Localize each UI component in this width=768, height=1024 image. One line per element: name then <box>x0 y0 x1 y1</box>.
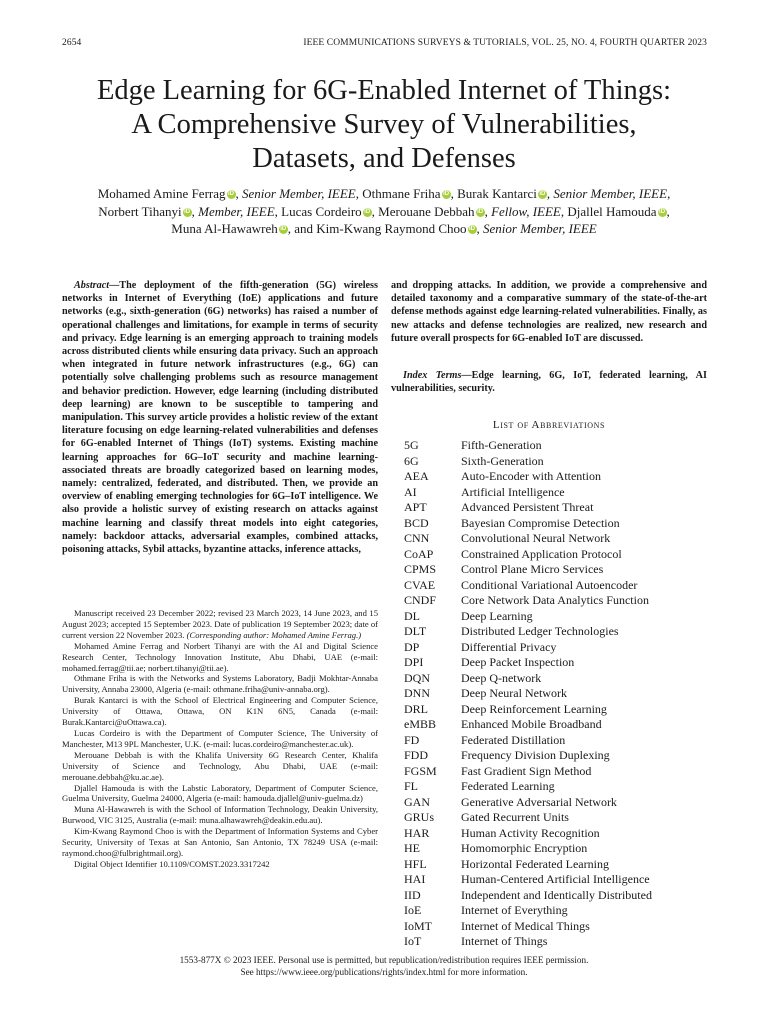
abbreviation-meaning: Auto-Encoder with Attention <box>461 469 601 483</box>
abbreviation-code: DL <box>404 608 420 623</box>
abbreviation-code: HFL <box>404 856 427 871</box>
abbreviation-meaning: Independent and Identically Distributed <box>461 887 652 902</box>
abbreviation-row <box>404 702 652 718</box>
abbreviation-meaning: Bayesian Compromise Detection <box>461 515 620 530</box>
orcid-icon[interactable]: iD <box>280 226 287 232</box>
abbreviation-code: IoT <box>404 934 422 948</box>
abbreviation-code: FL <box>404 779 419 793</box>
abbreviation-meaning: Internet of Things <box>461 934 548 948</box>
abbreviation-meaning: Gated Recurrent Units <box>461 810 569 824</box>
abbreviation-code: GRUs <box>404 810 435 824</box>
abbreviation-meaning: Differential Privacy <box>461 639 557 654</box>
abbreviation-meaning: Generative Adversarial Network <box>461 794 617 809</box>
abbreviation-meaning: Control Plane Micro Services <box>461 562 604 576</box>
abbreviation-code: FDD <box>404 748 429 762</box>
abbreviation-code: BCD <box>404 515 429 530</box>
abbreviation-row <box>404 578 652 594</box>
abbreviation-code: CPMS <box>404 562 437 576</box>
abbreviation-row <box>404 795 652 811</box>
copyright-line: 1553-877X © 2023 IEEE. Personal use is permitted, but republication/redistribution requires IEEE permission. <box>179 955 589 965</box>
abbreviation-row <box>404 764 652 780</box>
abbreviation-row <box>404 500 652 516</box>
index-terms-text: —Edge learning, 6G, IoT, federated learning, AI vulnerabilities, security. <box>391 370 707 395</box>
abbreviation-code: AEA <box>404 469 429 483</box>
affiliation <box>62 695 378 728</box>
abbreviation-meaning: Advanced Persistent Threat <box>461 500 594 514</box>
abbreviation-meaning: Deep Q-network <box>461 670 542 685</box>
abbreviation-row <box>404 841 652 857</box>
affiliation <box>62 673 378 695</box>
abbreviation-meaning: Federated Learning <box>461 779 555 793</box>
author-list: Mohamed Amine Ferrag iD , Senior Member, IEEE, Othmane Friha iD , Burak Kantarci iD , Senior Member, IEEE, Norbert Tihanyi iD , Member, IEEE, Lucas Cordeiro iD , Merouane Debbah iD , Fellow, IEEE, Djallel Hamouda iD , Muna Al-Hawawreh iD , and Kim-Kwang Raymond Choo iD , Senior Member, IEEE <box>97 186 671 236</box>
title-line-2: A Comprehensive Survey of Vulnerabilities, <box>131 109 637 140</box>
author-name: Mohamed Amine Ferrag <box>97 186 226 201</box>
abbreviation-row <box>404 934 652 950</box>
orcid-icon[interactable]: iD <box>539 191 546 197</box>
abbreviation-row <box>404 779 652 795</box>
author-role: Fellow, IEEE <box>491 203 561 219</box>
author-name: Burak Kantarci <box>457 186 537 201</box>
abbreviation-code: APT <box>404 500 427 514</box>
abbreviation-code: DRL <box>404 701 428 716</box>
author-role: Senior Member, IEEE <box>553 186 668 201</box>
abbreviation-row <box>404 562 652 578</box>
abbreviation-row <box>404 826 652 842</box>
abbreviation-meaning: Deep Learning <box>461 608 533 623</box>
abbreviation-code: 6G <box>404 453 419 468</box>
abbreviation-row <box>404 531 652 547</box>
abbreviation-meaning: Federated Distillation <box>461 732 566 747</box>
author-name: Lucas Cordeiro <box>281 203 362 219</box>
index-terms-label: Index Terms <box>403 370 462 381</box>
abbreviation-code: IoE <box>404 903 422 917</box>
abbreviation-code: DNN <box>404 686 430 700</box>
abbreviation-code: DQN <box>404 670 430 685</box>
abbreviation-code: 5G <box>404 438 419 452</box>
abbreviation-row <box>404 748 652 764</box>
abbreviation-code: FGSM <box>404 763 437 778</box>
abbreviation-code: DLT <box>404 624 427 638</box>
abbreviation-meaning: Fifth-Generation <box>461 438 542 452</box>
abstract <box>62 279 378 556</box>
abbreviation-row <box>404 609 652 625</box>
affiliation <box>62 783 378 805</box>
author-name: Djallel Hamouda <box>567 203 657 219</box>
abbreviation-code: AI <box>404 484 417 499</box>
abbreviation-row <box>404 438 652 454</box>
abbreviation-meaning: Horizontal Federated Learning <box>461 856 609 871</box>
title-line-3: Datasets, and Defenses <box>252 143 516 174</box>
page-number: 2654 <box>62 38 82 48</box>
abbreviation-meaning: Fast Gradient Sign Method <box>461 763 592 778</box>
author-name: Norbert Tihanyi <box>98 203 182 219</box>
author-name: Muna Al-Hawawreh <box>171 221 278 236</box>
abstract-label: Abstract <box>74 280 110 291</box>
abbreviation-meaning: Conditional Variational Autoencoder <box>461 577 638 592</box>
orcid-icon[interactable]: iD <box>469 226 476 232</box>
abbreviations-list <box>404 438 652 950</box>
abbreviation-code: CNDF <box>404 593 437 607</box>
abbreviation-meaning: Core Network Data Analytics Function <box>461 593 649 607</box>
doi[interactable] <box>62 859 378 870</box>
footnotes <box>62 608 378 870</box>
abbreviation-meaning: Enhanced Mobile Broadband <box>461 717 602 731</box>
author-name: Othmane Friha <box>362 186 441 201</box>
affiliation-text: Djallel Hamouda is with the Labstic Laboratory, Department of Computer Science, Guelma University, Guelma 24000, Algeria (e-mail: hamouda.djallel@univ-guelma.dz) <box>62 782 378 804</box>
orcid-icon[interactable]: iD <box>184 208 191 215</box>
abbreviation-code: IoMT <box>404 918 432 933</box>
abstract-text: —The deployment of the fifth-generation (5G) wireless networks in Internet of Everything (IoE) applications and future networks (e.g., sixth-generation (6G) networks) has raised a number of operational challenges and limitations, for example in terms of security and privacy. Edge learning is an emerging approach to training models across distributed clients while ensuring data privacy. Such an approach when integrated in future network infrastructures (e.g., 6G) can potentially solve challenging problems such as resource management and behavior prediction. However, edge learning (including distributed deep learning) are known to be susceptible to tampering and manipulation. This survey article provides a holistic review of the extant literature focusing on edge learning-related vulnerabilities and defenses for 6G-enabled Internet of Things (IoT) systems. Existing machine learning approaches for 6G–IoT security and machine learning-associated threats are broadly categorized based on learning modes, namely: centralized, federated, and distributed. Then, we provide an overview of enabling emerging technologies for 6G–IoT intelligence. We also provide a holistic survey of existing research on attacks against machine learning and classify threat models into eight categories, namely: backdoor attacks, adversarial examples, combined attacks, poisoning attacks, Sybil attacks, byzantine attacks, inference attacks, <box>62 280 378 556</box>
affiliation-text: Kim-Kwang Raymond Choo is with the Department of Information Systems and Cyber Security, University of Texas at San Antonio, San Antonio, TX 78249 USA (e-mail: raymond.choo@fulbrightmail.org). <box>62 826 378 858</box>
abbreviation-meaning: Convolutional Neural Network <box>461 531 611 545</box>
abbreviation-meaning: Sixth-Generation <box>461 453 544 468</box>
corresponding-author: (Corresponding author: Mohamed Amine Ferrag.) <box>186 629 362 640</box>
abbreviation-row <box>404 547 652 563</box>
abbreviation-meaning: Frequency Division Duplexing <box>461 748 610 762</box>
abbreviation-row <box>404 485 652 501</box>
affiliation <box>62 641 378 674</box>
abbreviation-meaning: Human Activity Recognition <box>461 825 600 840</box>
author-role: Senior Member, IEEE <box>483 221 597 236</box>
author-role: Senior Member, IEEE <box>242 186 356 201</box>
abbreviation-row <box>404 857 652 873</box>
affiliation-text: Lucas Cordeiro is with the Department of Computer Science, The University of Manchester, M13 9PL Manchester, U.K. (e-mail: lucas.cordeiro@manchester.ac.uk). <box>62 727 378 749</box>
abbreviation-code: HAR <box>404 825 430 840</box>
affiliation-text: Burak Kantarci is with the School of Electrical Engineering and Computer Science, University of Ottawa, Ottawa, ON K1N 6N5, Canada (e-mail: Burak.Kantarci@uOttawa.ca). <box>62 695 378 728</box>
abbreviation-code: CVAE <box>404 577 436 592</box>
abbreviation-code: DP <box>404 639 420 654</box>
rights-link-line[interactable]: See https://www.ieee.org/publications/rights/index.html for more information. <box>240 966 528 977</box>
abbreviation-row <box>404 671 652 687</box>
abstract-continued: and dropping attacks. In addition, we provide a comprehensive and detailed taxonomy and a comparative summary of the state-of-the-art defense methods against edge learning-related vulnerabilities. Finally, as new attacks and defense technologies are realized, new research and future overall prospects for 6G-enabled IoT are discussed. <box>391 280 707 344</box>
abbreviation-row <box>404 686 652 702</box>
abbreviation-code: FD <box>404 732 420 747</box>
affiliation-text: Muna Al-Hawawreh is with the School of Information Technology, Deakin University, Burwood, VIC 3125, Australia (e-mail: muna.alhawawreh@deakin.edu.au). <box>62 804 378 826</box>
abbreviation-code: CoAP <box>404 546 434 561</box>
abbreviation-row <box>404 624 652 640</box>
orcid-icon[interactable]: iD <box>364 208 371 215</box>
index-terms <box>391 369 707 395</box>
abbreviation-row <box>404 593 652 609</box>
author-name: Merouane Debbah <box>378 203 475 219</box>
abbreviation-meaning: Internet of Everything <box>461 903 568 917</box>
abbreviation-row <box>404 516 652 532</box>
abbreviation-meaning: Homomorphic Encryption <box>461 841 588 855</box>
copyright-notice <box>60 955 708 978</box>
abbreviation-meaning: Deep Reinforcement Learning <box>461 701 607 716</box>
abbreviation-code: HE <box>404 841 420 855</box>
orcid-icon[interactable]: iD <box>477 208 484 215</box>
abbreviation-code: GAN <box>404 794 430 809</box>
abbreviation-row <box>404 469 652 485</box>
paper-title <box>30 74 738 176</box>
abbreviation-meaning: Constrained Application Protocol <box>461 546 622 561</box>
journal-header: IEEE COMMUNICATIONS SURVEYS & TUTORIALS, VOL. 25, NO. 4, FOURTH QUARTER 2023 <box>303 38 707 48</box>
abbreviation-meaning: Deep Packet Inspection <box>461 655 575 669</box>
abbreviation-row <box>404 810 652 826</box>
received-text: Manuscript received 23 December 2022; revised 23 March 2023, 14 June 2023, and 15 August 2023; accepted 15 September 2023. Date of publication 19 September 2023; date of current version 22 November 2023. <box>62 608 378 640</box>
affiliation <box>62 750 378 783</box>
abbreviation-meaning: Deep Neural Network <box>461 686 567 700</box>
abbreviation-code: CNN <box>404 531 430 545</box>
orcid-icon[interactable]: iD <box>228 191 234 197</box>
author-name: Kim-Kwang Raymond Choo <box>316 221 467 236</box>
abbreviation-row <box>404 888 652 904</box>
doi-text[interactable]: Digital Object Identifier 10.1109/COMST.2023.3317242 <box>74 858 270 869</box>
abbreviation-meaning: Artificial Intelligence <box>461 484 565 499</box>
abbreviation-code: IID <box>404 887 421 902</box>
affiliation-text: Othmane Friha is with the Networks and Systems Laboratory, Badji Mokhtar-Annaba University, Annaba 23000, Algeria (e-mail: othmane.friha@univ-annaba.org). <box>62 673 378 695</box>
orcid-icon[interactable]: iD <box>443 191 450 197</box>
abbreviation-code: DPI <box>404 655 424 669</box>
affiliation <box>62 728 378 750</box>
abbreviation-row <box>404 733 652 749</box>
abbreviation-meaning: Internet of Medical Things <box>461 918 590 933</box>
abbreviation-row <box>404 919 652 935</box>
author-role: Member, IEEE <box>198 203 275 219</box>
abbreviation-code: HAI <box>404 872 426 886</box>
title-line-1: Edge Learning for 6G-Enabled Internet of Things: <box>96 75 672 106</box>
affiliation-text: Mohamed Amine Ferrag and Norbert Tihanyi are with the AI and Digital Science Research Center, Technology Innovation Institute, Abu Dhabi, UAE (e-mail: mohamed.ferrag@tii.ae; norbert.tihanyi@tii.ae). <box>62 640 378 673</box>
abbreviation-row <box>404 903 652 919</box>
abbreviation-row <box>404 655 652 671</box>
abbreviation-row <box>404 872 652 888</box>
abbreviation-code: eMBB <box>404 717 437 731</box>
abbreviations-heading: List of Abbreviations <box>492 419 606 431</box>
abbreviation-row <box>404 454 652 470</box>
affiliation <box>62 804 378 826</box>
orcid-icon[interactable]: iD <box>659 208 666 215</box>
affiliation <box>62 826 378 859</box>
and-word: and <box>294 221 314 236</box>
abbreviation-row <box>404 717 652 733</box>
manuscript-dates <box>62 608 378 641</box>
abbreviation-row <box>404 640 652 656</box>
affiliation-text: Merouane Debbah is with the Khalifa University 6G Research Center, Khalifa University of Science and Technology, Abu Dhabi, UAE (e-mail: merouane.debbah@ku.ac.ae). <box>62 749 378 782</box>
abbreviation-meaning: Human-Centered Artificial Intelligence <box>461 872 650 886</box>
abbreviation-meaning: Distributed Ledger Technologies <box>461 624 619 638</box>
